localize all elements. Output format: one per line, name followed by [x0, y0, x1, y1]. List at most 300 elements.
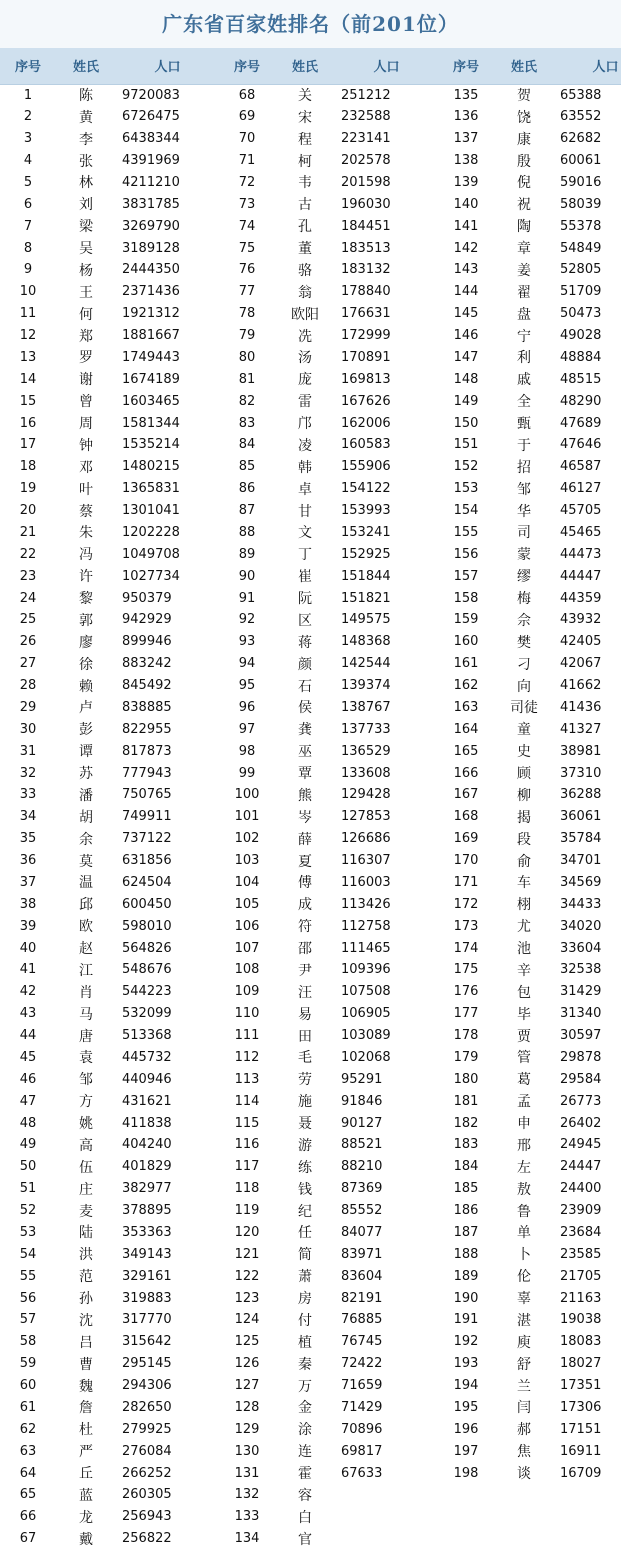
rank-cell: 27	[19, 656, 37, 672]
surname-cell: 易	[298, 1006, 312, 1023]
population-cell: 749911	[122, 809, 172, 825]
surname-cell: 高	[79, 1137, 93, 1154]
table-row	[0, 959, 621, 981]
population-cell: 33604	[560, 940, 602, 956]
rank-cell: 93	[238, 634, 256, 650]
rank-cell: 105	[234, 896, 260, 912]
population-cell: 45465	[560, 524, 602, 540]
population-cell: 41436	[560, 699, 602, 715]
surname-cell: 练	[298, 1159, 312, 1176]
surname-cell: 包	[517, 984, 531, 1001]
rank-cell: 11	[19, 306, 37, 322]
population-cell: 196030	[341, 196, 391, 212]
rank-cell: 94	[238, 656, 256, 672]
population-cell: 155906	[341, 459, 391, 475]
table-body	[0, 84, 621, 1550]
population-cell: 223141	[341, 131, 391, 147]
surname-cell: 翁	[298, 284, 312, 301]
population-cell: 47689	[560, 415, 602, 431]
table-row	[0, 1484, 621, 1506]
rank-cell: 48	[19, 1115, 37, 1131]
population-cell: 1581344	[122, 415, 180, 431]
rank-cell: 63	[19, 1443, 37, 1459]
rank-cell: 4	[23, 153, 33, 169]
rank-cell: 57	[19, 1312, 37, 1328]
population-cell: 172999	[341, 328, 391, 344]
population-cell: 112758	[341, 918, 391, 934]
surname-cell: 谭	[79, 744, 93, 761]
surname-cell: 丘	[79, 1466, 93, 1483]
population-cell: 126686	[341, 831, 391, 847]
surname-cell: 万	[298, 1378, 312, 1395]
surname-cell: 植	[298, 1334, 312, 1351]
population-cell	[335, 1484, 438, 1506]
rank-cell: 46	[19, 1071, 37, 1087]
surname-cell: 龙	[79, 1509, 93, 1526]
rank-cell: 121	[234, 1246, 260, 1262]
rank-cell: 76	[238, 262, 256, 278]
table-row	[0, 368, 621, 390]
table-row	[0, 1440, 621, 1462]
population-cell: 1603465	[122, 393, 180, 409]
rank-cell: 165	[453, 743, 479, 759]
surname-cell: 池	[517, 941, 531, 958]
population-cell: 30597	[560, 1028, 602, 1044]
rank-cell: 130	[234, 1443, 260, 1459]
surname-cell: 辛	[517, 962, 531, 979]
surname-cell: 刘	[79, 197, 93, 214]
surname-cell: 邢	[517, 1137, 531, 1154]
surname-cell: 邓	[79, 459, 93, 476]
rank-cell: 152	[453, 459, 479, 475]
rank-cell: 142	[453, 240, 479, 256]
surname-cell: 杨	[79, 262, 93, 279]
surname-cell: 方	[79, 1094, 93, 1111]
surname-cell: 汪	[298, 984, 312, 1001]
table-row	[0, 587, 621, 609]
rank-cell: 178	[453, 1028, 479, 1044]
surname-cell: 官	[298, 1531, 312, 1548]
rank-cell: 186	[453, 1203, 479, 1219]
rank-cell: 145	[453, 306, 479, 322]
rank-cell: 21	[19, 524, 37, 540]
population-cell: 883242	[122, 656, 172, 672]
population-cell: 431621	[122, 1093, 172, 1109]
population-cell: 116307	[341, 853, 391, 869]
surname-cell: 洪	[79, 1247, 93, 1264]
rank-cell: 39	[19, 918, 37, 934]
rank-cell: 112	[234, 1049, 260, 1065]
population-cell: 82191	[341, 1290, 383, 1306]
population-cell: 153993	[341, 503, 391, 519]
surname-cell: 余	[79, 831, 93, 848]
surname-cell	[494, 1484, 554, 1506]
rank-cell: 24	[19, 590, 37, 606]
header-population-1: 人口	[116, 48, 219, 84]
rank-cell: 150	[453, 415, 479, 431]
surname-cell: 马	[79, 1006, 93, 1023]
surname-cell: 全	[517, 394, 531, 411]
table-row	[0, 434, 621, 456]
surname-cell: 傅	[298, 875, 312, 892]
rank-cell: 8	[23, 240, 33, 256]
rank-cell: 54	[19, 1246, 37, 1262]
rank-cell: 73	[238, 196, 256, 212]
table-row	[0, 478, 621, 500]
surname-cell: 伦	[517, 1269, 531, 1286]
surname-cell: 左	[517, 1159, 531, 1176]
surname-cell: 汤	[298, 350, 312, 367]
surname-cell: 向	[517, 678, 531, 695]
table-row	[0, 128, 621, 150]
rank-cell: 71	[238, 153, 256, 169]
rank-cell: 181	[453, 1093, 479, 1109]
surname-cell: 蓝	[79, 1487, 93, 1504]
population-cell: 36061	[560, 809, 602, 825]
rank-cell: 109	[234, 984, 260, 1000]
surname-cell: 尤	[517, 919, 531, 936]
rank-cell: 123	[234, 1290, 260, 1306]
surname-cell: 张	[79, 153, 93, 170]
population-cell: 1049708	[122, 546, 180, 562]
population-cell: 3831785	[122, 196, 180, 212]
population-cell: 1674189	[122, 371, 180, 387]
population-cell: 282650	[122, 1399, 172, 1415]
surname-cell: 郑	[79, 328, 93, 345]
rank-cell: 88	[238, 524, 256, 540]
table-row	[0, 1331, 621, 1353]
rank-cell: 188	[453, 1246, 479, 1262]
surname-cell: 涂	[298, 1422, 312, 1439]
population-cell: 232588	[341, 109, 391, 125]
population-cell: 106905	[341, 1006, 391, 1022]
rank-cell: 139	[453, 174, 479, 190]
surname-cell: 孔	[298, 219, 312, 236]
surname-cell: 付	[298, 1312, 312, 1329]
rank-cell: 197	[453, 1443, 479, 1459]
population-cell: 91846	[341, 1093, 383, 1109]
rank-cell: 66	[19, 1509, 37, 1525]
surname-cell: 肖	[79, 984, 93, 1001]
rank-cell: 85	[238, 459, 256, 475]
surname-cell: 白	[298, 1509, 312, 1526]
population-cell: 48290	[560, 393, 602, 409]
population-cell: 129428	[341, 787, 391, 803]
rank-cell: 20	[19, 503, 37, 519]
surname-cell: 梁	[79, 219, 93, 236]
rank-cell: 190	[453, 1290, 479, 1306]
population-cell: 16911	[560, 1443, 602, 1459]
rank-cell: 135	[453, 87, 479, 103]
population-cell: 41662	[560, 678, 602, 694]
rank-cell: 175	[453, 962, 479, 978]
surname-cell: 霍	[298, 1466, 312, 1483]
population-cell: 34020	[560, 918, 602, 934]
header-population-3: 人口	[554, 48, 621, 84]
table-row	[0, 303, 621, 325]
rank-cell: 40	[19, 940, 37, 956]
rank-cell: 174	[453, 940, 479, 956]
surname-cell: 蒋	[298, 634, 312, 651]
population-cell: 24400	[560, 1181, 602, 1197]
rank-cell: 33	[19, 787, 37, 803]
rank-cell: 38	[19, 896, 37, 912]
table-row	[0, 609, 621, 631]
surname-cell: 沈	[79, 1312, 93, 1329]
rank-cell: 177	[453, 1006, 479, 1022]
surname-cell: 聂	[298, 1116, 312, 1133]
rank-cell: 107	[234, 940, 260, 956]
population-cell	[335, 1528, 438, 1550]
table-row	[0, 675, 621, 697]
population-cell: 51709	[560, 284, 602, 300]
rank-cell: 25	[19, 612, 37, 628]
rank-cell: 15	[19, 393, 37, 409]
surname-cell: 宁	[517, 328, 531, 345]
population-cell: 737122	[122, 831, 172, 847]
surname-cell: 林	[79, 175, 93, 192]
surname-cell: 石	[298, 678, 312, 695]
population-cell: 3189128	[122, 240, 180, 256]
population-cell: 382977	[122, 1181, 172, 1197]
rank-cell: 50	[19, 1159, 37, 1175]
surname-cell: 王	[79, 284, 93, 301]
rank-cell: 84	[238, 437, 256, 453]
population-cell: 548676	[122, 962, 172, 978]
rank-cell: 154	[453, 503, 479, 519]
rank-cell: 43	[19, 1006, 37, 1022]
surname-cell: 邹	[517, 481, 531, 498]
rank-cell: 159	[453, 612, 479, 628]
surname-cell: 阮	[298, 591, 312, 608]
table-row	[0, 1265, 621, 1287]
population-cell: 16709	[560, 1465, 602, 1481]
rank-cell: 166	[453, 765, 479, 781]
population-cell: 42405	[560, 634, 602, 650]
population-cell: 1921312	[122, 306, 180, 322]
population-cell: 69817	[341, 1443, 383, 1459]
rank-cell: 129	[234, 1421, 260, 1437]
rank-cell: 158	[453, 590, 479, 606]
population-cell: 139374	[341, 678, 391, 694]
surname-cell: 倪	[517, 175, 531, 192]
surname-cell: 孟	[517, 1094, 531, 1111]
rank-cell: 9	[23, 262, 33, 278]
table-row	[0, 718, 621, 740]
population-cell: 46587	[560, 459, 602, 475]
rank-cell: 198	[453, 1465, 479, 1481]
rank-cell: 113	[234, 1071, 260, 1087]
population-cell: 319883	[122, 1290, 172, 1306]
rank-cell	[438, 1528, 494, 1550]
header-population-2: 人口	[335, 48, 438, 84]
surname-cell: 黎	[79, 591, 93, 608]
surname-cell: 曾	[79, 394, 93, 411]
rank-cell: 87	[238, 503, 256, 519]
population-cell: 1301041	[122, 503, 180, 519]
rank-cell: 32	[19, 765, 37, 781]
population-cell: 184451	[341, 218, 391, 234]
rank-cell: 97	[238, 721, 256, 737]
surname-cell: 卜	[517, 1247, 531, 1264]
rank-cell: 16	[19, 415, 37, 431]
rank-cell: 126	[234, 1356, 260, 1372]
population-cell: 34433	[560, 896, 602, 912]
rank-cell: 42	[19, 984, 37, 1000]
population-cell: 116003	[341, 874, 391, 890]
header-rank-1: 序号	[0, 48, 56, 84]
surname-cell: 邵	[298, 941, 312, 958]
table-row	[0, 828, 621, 850]
rank-cell: 18	[19, 459, 37, 475]
surname-cell: 骆	[298, 262, 312, 279]
rank-cell: 17	[19, 437, 37, 453]
population-cell: 178840	[341, 284, 391, 300]
population-cell: 35784	[560, 831, 602, 847]
rank-cell: 30	[19, 721, 37, 737]
population-cell: 76885	[341, 1312, 383, 1328]
surname-cell: 谈	[517, 1466, 531, 1483]
table-row	[0, 937, 621, 959]
population-cell: 44473	[560, 546, 602, 562]
rank-cell: 136	[453, 109, 479, 125]
population-cell: 401829	[122, 1159, 172, 1175]
population-cell: 817873	[122, 743, 172, 759]
surname-cell: 刁	[517, 656, 531, 673]
population-cell: 23909	[560, 1203, 602, 1219]
surname-cell: 金	[298, 1400, 312, 1417]
population-cell: 631856	[122, 853, 172, 869]
rank-cell: 47	[19, 1093, 37, 1109]
surname-cell: 任	[298, 1225, 312, 1242]
surname-cell: 韦	[298, 175, 312, 192]
surname-cell: 李	[79, 131, 93, 148]
surname-cell: 缪	[517, 569, 531, 586]
population-cell: 845492	[122, 678, 172, 694]
rank-cell: 191	[453, 1312, 479, 1328]
population-cell: 90127	[341, 1115, 383, 1131]
rank-cell: 51	[19, 1181, 37, 1197]
rank-cell: 72	[238, 174, 256, 190]
surname-cell: 湛	[517, 1312, 531, 1329]
population-cell: 65388	[560, 87, 602, 103]
rank-cell: 44	[19, 1028, 37, 1044]
rank-cell: 119	[234, 1203, 260, 1219]
rank-cell: 77	[238, 284, 256, 300]
surname-cell: 黄	[79, 109, 93, 126]
population-cell: 63552	[560, 109, 602, 125]
population-cell: 624504	[122, 874, 172, 890]
surname-cell: 梅	[517, 591, 531, 608]
population-cell: 176631	[341, 306, 391, 322]
rank-cell: 173	[453, 918, 479, 934]
rank-cell: 189	[453, 1268, 479, 1284]
rank-cell: 157	[453, 568, 479, 584]
population-cell: 1881667	[122, 328, 180, 344]
surname-cell: 利	[517, 350, 531, 367]
surname-cell: 康	[517, 131, 531, 148]
rank-cell: 162	[453, 678, 479, 694]
population-cell: 60061	[560, 153, 602, 169]
table-row	[0, 893, 621, 915]
surname-cell: 盘	[517, 306, 531, 323]
population-cell: 34569	[560, 874, 602, 890]
rank-cell: 80	[238, 349, 256, 365]
population-cell: 24447	[560, 1159, 602, 1175]
table-row	[0, 1047, 621, 1069]
table-row	[0, 1243, 621, 1265]
rank-cell: 5	[23, 174, 33, 190]
surname-cell: 廖	[79, 634, 93, 651]
population-cell: 29584	[560, 1071, 602, 1087]
surname-cell: 顾	[517, 766, 531, 783]
surname-cell: 车	[517, 875, 531, 892]
population-cell: 251212	[341, 87, 391, 103]
population-cell: 899946	[122, 634, 172, 650]
population-cell: 29878	[560, 1049, 602, 1065]
population-cell: 153241	[341, 524, 391, 540]
surname-cell: 毕	[517, 1006, 531, 1023]
surname-cell: 俞	[517, 853, 531, 870]
surname-cell: 钱	[298, 1181, 312, 1198]
population-cell: 17306	[560, 1399, 602, 1415]
surname-cell: 史	[517, 744, 531, 761]
surname-cell: 邹	[79, 1072, 93, 1089]
surname-cell: 闫	[517, 1400, 531, 1417]
population-cell: 43932	[560, 612, 602, 628]
surname-cell: 龚	[298, 722, 312, 739]
population-cell: 26402	[560, 1115, 602, 1131]
rank-cell: 59	[19, 1356, 37, 1372]
surname-cell: 饶	[517, 109, 531, 126]
population-cell: 404240	[122, 1137, 172, 1153]
surname-cell: 欧	[79, 919, 93, 936]
surname-cell: 何	[79, 306, 93, 323]
surname-cell: 韩	[298, 459, 312, 476]
surname-cell: 佘	[517, 612, 531, 629]
rank-cell: 117	[234, 1159, 260, 1175]
surname-cell: 莫	[79, 853, 93, 870]
table-row	[0, 850, 621, 872]
population-cell: 49028	[560, 328, 602, 344]
table-row	[0, 631, 621, 653]
rank-cell: 6	[23, 196, 33, 212]
surname-cell: 巫	[298, 744, 312, 761]
rank-cell: 78	[238, 306, 256, 322]
table-row	[0, 762, 621, 784]
rank-cell: 118	[234, 1181, 260, 1197]
rank-cell: 132	[234, 1487, 260, 1503]
header-surname-2: 姓氏	[275, 48, 335, 84]
rank-cell: 115	[234, 1115, 260, 1131]
rank-cell: 26	[19, 634, 37, 650]
rank-cell: 31	[19, 743, 37, 759]
rank-cell: 75	[238, 240, 256, 256]
population-cell: 34701	[560, 853, 602, 869]
surname-cell: 舒	[517, 1356, 531, 1373]
rank-cell: 67	[19, 1531, 37, 1547]
rank-cell: 137	[453, 131, 479, 147]
table-row	[0, 981, 621, 1003]
surname-cell: 孙	[79, 1291, 93, 1308]
table-row	[0, 1156, 621, 1178]
population-cell: 154122	[341, 481, 391, 497]
population-cell: 295145	[122, 1356, 172, 1372]
surname-cell: 辜	[517, 1291, 531, 1308]
rank-cell: 153	[453, 481, 479, 497]
table-row	[0, 1068, 621, 1090]
table-row	[0, 1003, 621, 1025]
